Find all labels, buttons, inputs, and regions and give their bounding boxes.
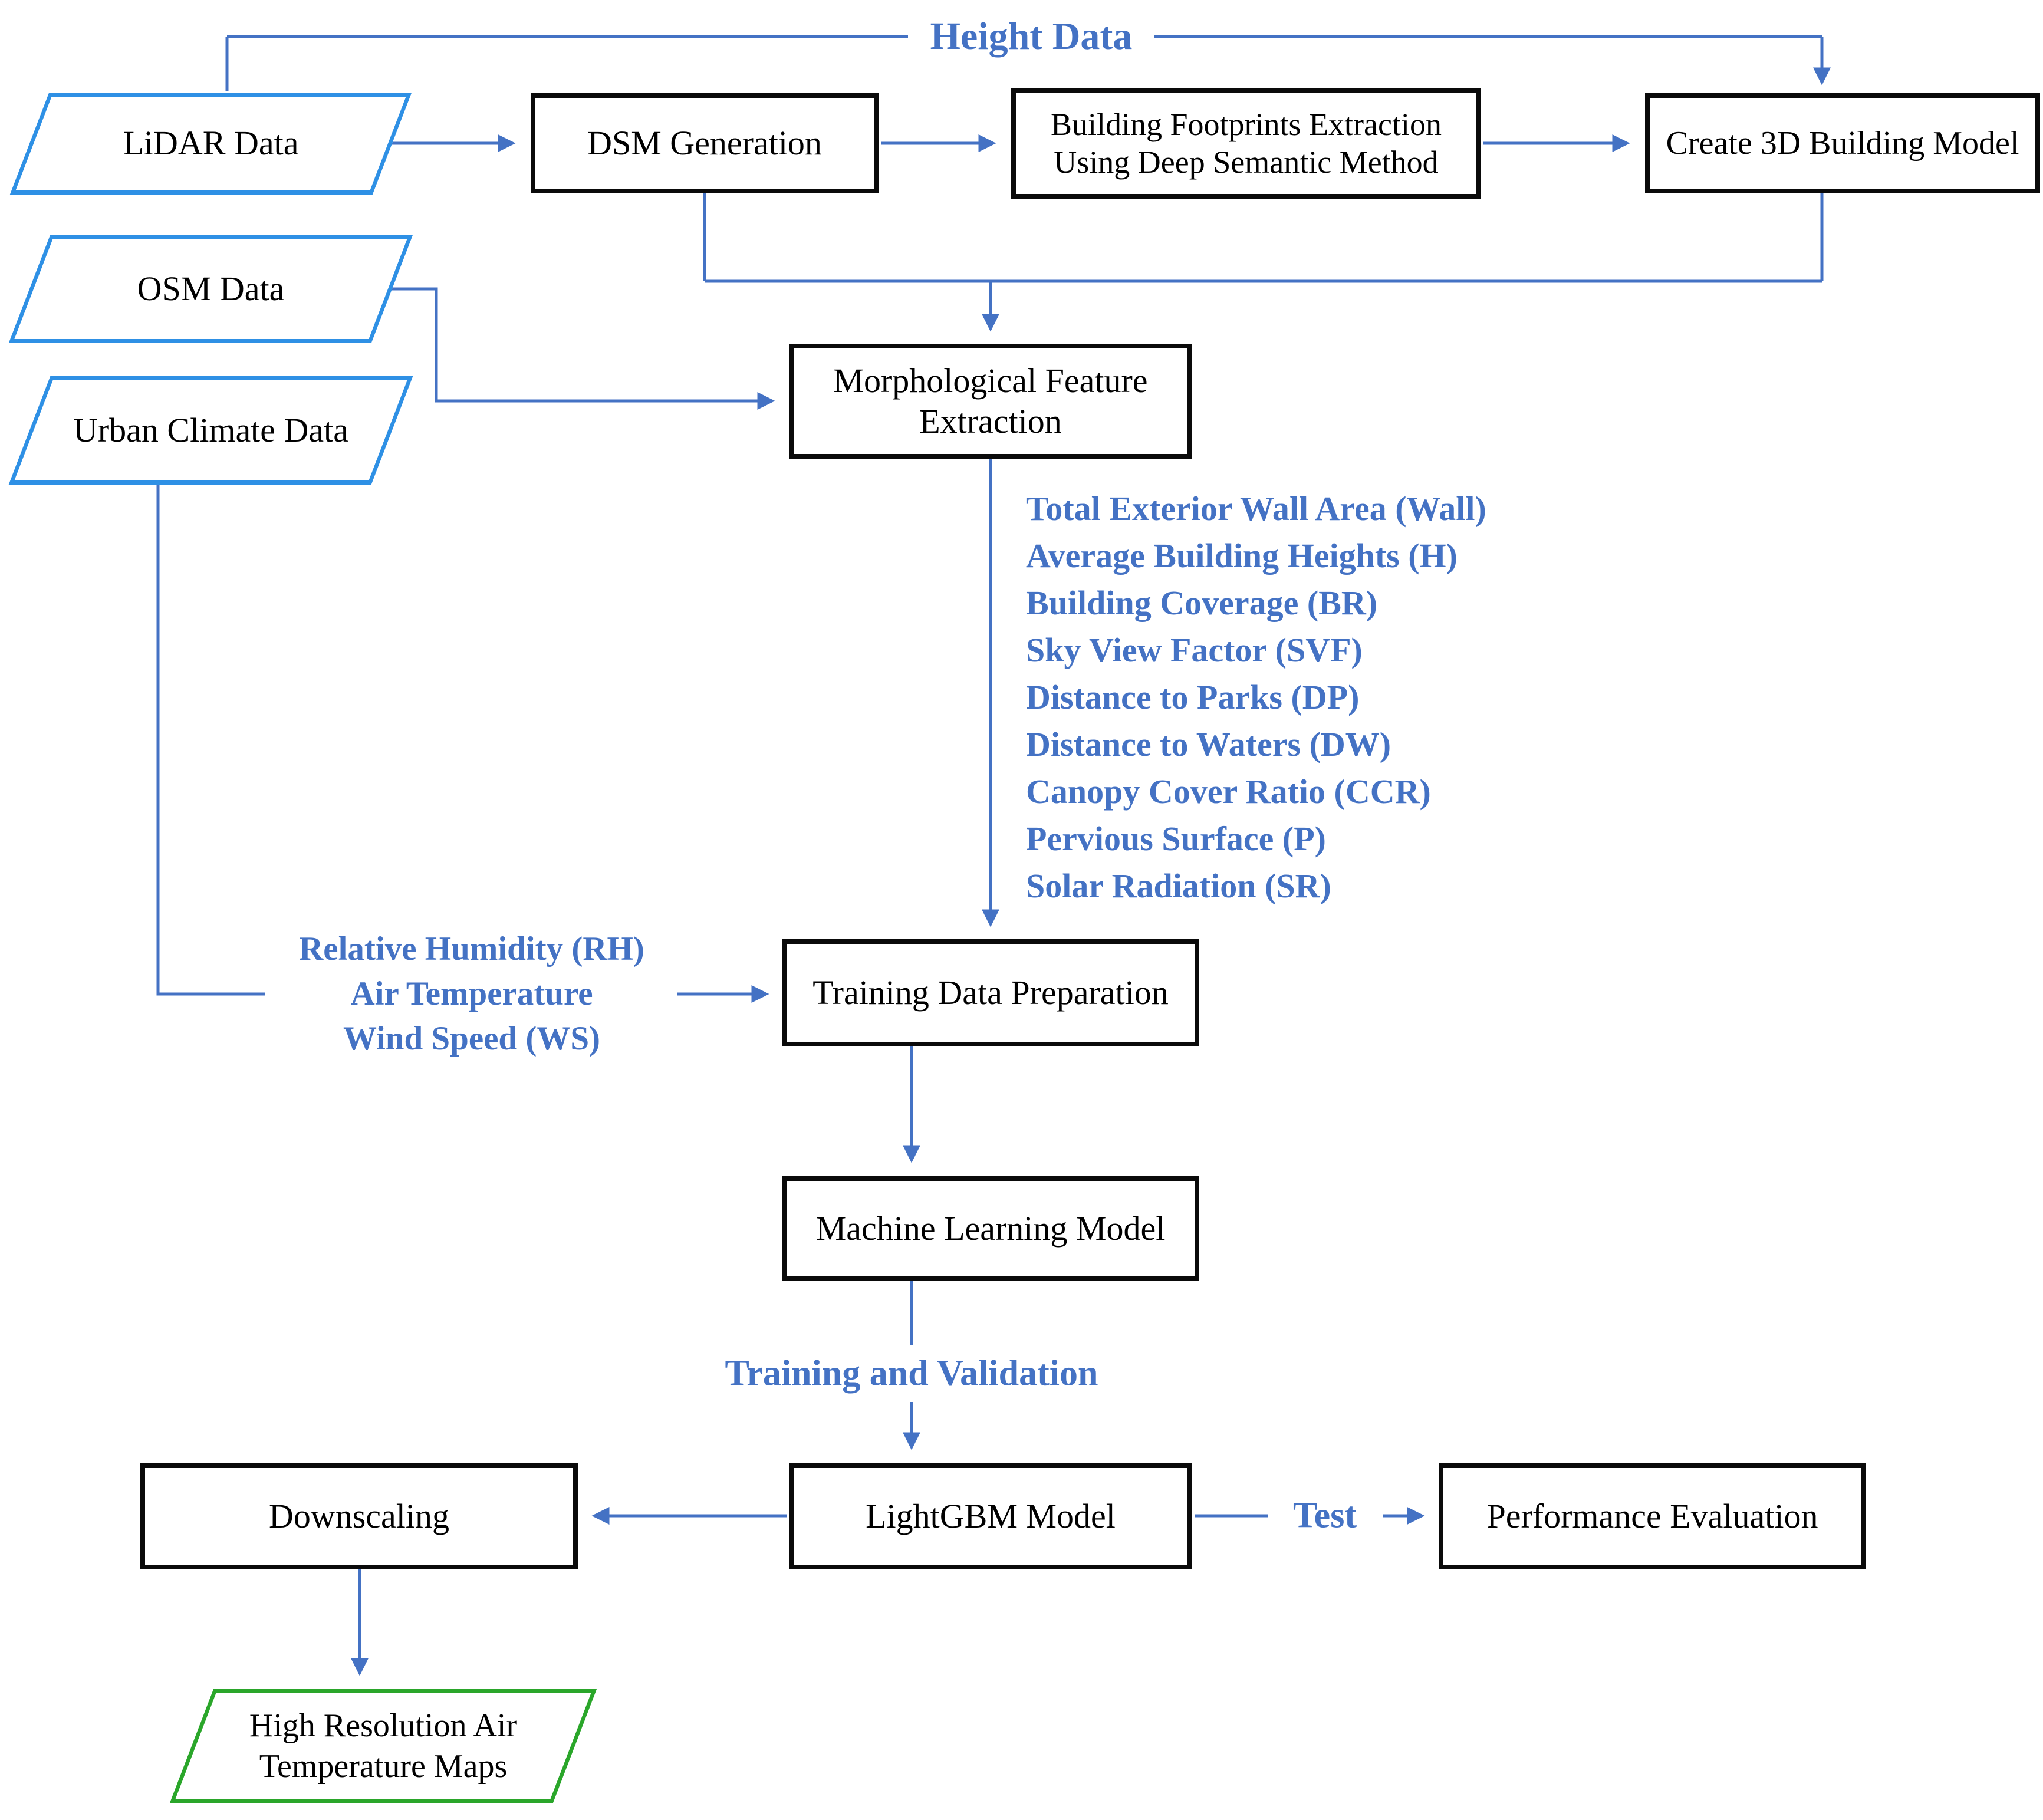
urban-climate-label: Urban Climate Data <box>73 410 349 449</box>
morphological-line2: Extraction <box>919 401 1062 440</box>
feature-parks: Distance to Parks (DP) <box>1026 678 1360 716</box>
feature-solar: Solar Radiation (SR) <box>1026 867 1331 905</box>
feature-pervious: Pervious Surface (P) <box>1026 820 1326 858</box>
height-data-edge-label: Height Data <box>930 15 1133 58</box>
node-machine-learning-model <box>782 1176 1199 1281</box>
test-edge-label: Test <box>1293 1495 1357 1536</box>
node-lidar-data <box>9 93 413 195</box>
node-training-data-preparation <box>782 939 1199 1046</box>
lidar-label: LiDAR Data <box>123 124 299 163</box>
node-building-footprints <box>1011 88 1481 199</box>
node-performance-evaluation <box>1439 1463 1866 1569</box>
feature-waters: Distance to Waters (DW) <box>1026 725 1391 763</box>
lightgbm-label: LightGBM Model <box>866 1496 1116 1535</box>
hires-label-line2: Temperature Maps <box>259 1747 508 1785</box>
downscaling-label: Downscaling <box>268 1496 450 1535</box>
climate-airtemp: Air Temperature <box>350 975 593 1012</box>
climate-variables-label <box>254 927 690 1061</box>
create-3d-label: Create 3D Building Model <box>1666 124 2019 162</box>
node-dsm-generation <box>531 93 879 193</box>
climate-rh: Relative Humidity (RH) <box>299 930 644 967</box>
climate-windspeed: Wind Speed (WS) <box>343 1020 601 1057</box>
dsm-label: DSM Generation <box>587 123 822 162</box>
hires-label-line1: High Resolution Air <box>249 1707 518 1745</box>
node-morphological-extraction <box>789 344 1192 459</box>
ml-model-label: Machine Learning Model <box>815 1209 1166 1248</box>
hires-label <box>171 1689 596 1803</box>
osm-label: OSM Data <box>137 269 285 308</box>
feature-wall: Total Exterior Wall Area (Wall) <box>1026 489 1486 528</box>
training-validation-edge-label: Training and Validation <box>725 1353 1098 1394</box>
building-footprints-line2: Using Deep Semantic Method <box>1054 144 1439 180</box>
feature-heights: Average Building Heights (H) <box>1026 537 1458 575</box>
node-urban-climate-data <box>9 376 413 485</box>
morphological-line1: Morphological Feature <box>833 361 1148 400</box>
node-hires-temperature-maps <box>171 1689 596 1803</box>
edge-osm-morphological <box>388 289 772 401</box>
building-footprints-line1: Building Footprints Extraction <box>1051 106 1442 142</box>
feature-svf: Sky View Factor (SVF) <box>1026 631 1363 669</box>
feature-canopy: Canopy Cover Ratio (CCR) <box>1026 772 1431 811</box>
edge-urbanclimate-down <box>158 485 265 994</box>
feature-coverage: Building Coverage (BR) <box>1026 584 1378 622</box>
performance-label: Performance Evaluation <box>1486 1496 1818 1535</box>
morphological-feature-list <box>1026 485 1486 910</box>
node-create-3d-model <box>1645 93 2040 193</box>
node-lightgbm-model <box>789 1463 1192 1569</box>
node-downscaling <box>140 1463 578 1569</box>
training-data-prep-label: Training Data Preparation <box>812 973 1169 1012</box>
node-osm-data <box>9 235 413 343</box>
